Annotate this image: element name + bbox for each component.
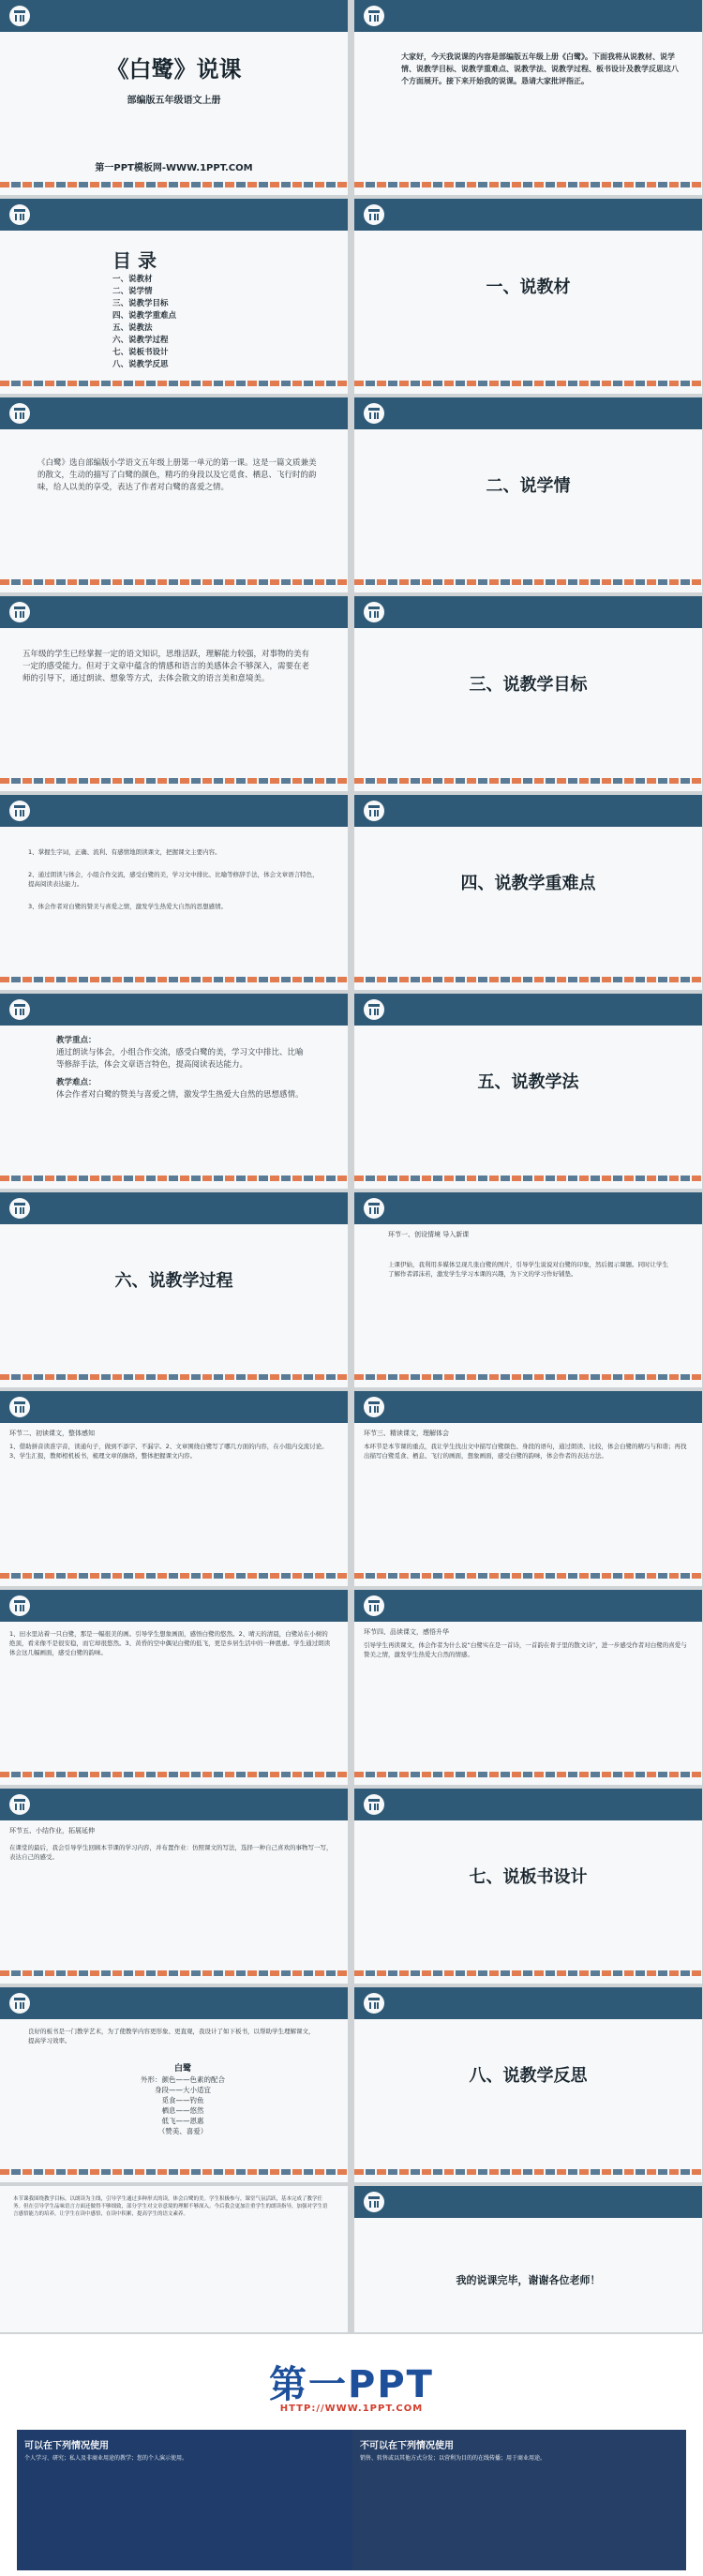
process-step-title: 环节二、初读课文，整体感知 bbox=[9, 1430, 95, 1437]
section-title: 八、说教学反思 bbox=[469, 2066, 588, 2086]
stripe-divider bbox=[0, 182, 348, 187]
slide-ending bbox=[354, 2186, 702, 2332]
building-icon bbox=[364, 1794, 384, 1815]
building-icon bbox=[364, 2192, 384, 2212]
students-text: 五年级的学生已经掌握一定的语文知识，思维活跃，理解能力较强，对事物的美有一定的感受能力。但对于文章中蕴含的情感和语言的美感体会不够深入，需要在老师的引导下，通过朗读、想象等方式，去体会散文的语言美和意境美。 bbox=[22, 650, 310, 683]
slide-header-bar bbox=[0, 1192, 348, 1224]
building-icon bbox=[9, 204, 30, 225]
building-icon bbox=[364, 1397, 384, 1417]
slide-header-bar bbox=[354, 199, 702, 231]
promo-allowed-text: 个人学习、研究；私人及非商业用途的教学；您的个人演示使用。 bbox=[24, 2455, 188, 2462]
building-icon bbox=[9, 602, 30, 622]
stripe-divider bbox=[0, 381, 348, 386]
section-title: 四、说教学重难点 bbox=[460, 874, 596, 893]
slide-keypoints bbox=[0, 994, 348, 1189]
building-icon bbox=[364, 1198, 384, 1219]
promo-forbidden-title: 不可以在下列情况使用 bbox=[360, 2441, 454, 2451]
process-step-title: 环节一、创设情境 导入新课 bbox=[388, 1231, 470, 1238]
promo-panel-allowed bbox=[17, 2430, 352, 2570]
building-icon bbox=[9, 1993, 30, 2014]
stripe-divider bbox=[0, 579, 348, 585]
slide-students bbox=[0, 596, 348, 791]
section-title: 一、说教材 bbox=[486, 277, 571, 297]
board-line: （赞美、喜爱） bbox=[157, 2127, 208, 2135]
stripe-divider bbox=[0, 1970, 348, 1976]
building-icon bbox=[9, 403, 30, 424]
board-line: 低飞——恩惠 bbox=[161, 2117, 204, 2125]
stripe-divider bbox=[0, 1772, 348, 1777]
goal-item: 1、掌握生字词，正确、流利、有感情地朗读课文，把握课文主要内容。 bbox=[28, 848, 221, 856]
building-icon bbox=[364, 1595, 384, 1616]
section-title: 二、说学情 bbox=[486, 476, 571, 496]
toc-item: 八、说教学反思 bbox=[112, 360, 169, 369]
slide-header-bar bbox=[354, 2186, 702, 2218]
slide-process-5 bbox=[354, 1590, 702, 1785]
slide-header-bar bbox=[354, 1789, 702, 1820]
toc-title: 目 录 bbox=[112, 249, 157, 272]
stripe-divider bbox=[354, 1573, 702, 1579]
stripe-divider bbox=[0, 778, 348, 784]
slide-section-6 bbox=[0, 1192, 348, 1387]
toc-item: 六、说教学过程 bbox=[112, 336, 169, 345]
stripe-divider bbox=[0, 1374, 348, 1380]
building-icon bbox=[364, 602, 384, 622]
process-step-text: 1、田水里站着一只白鹭，那是一幅很美的画。引导学生想象画面，感悟白鹭的悠然。2、晴天的清晨，白鹭站在小树的绝顶，看来像不是很安稳，而它却很悠然。3、黄昏的空中偶见白鹭的低飞，更是乡居生活中的一种恩惠。学生通过朗读体会这几幅画面，感受白鹭的韵味。 bbox=[9, 1630, 331, 1656]
slide-header-bar bbox=[354, 1590, 702, 1622]
slide-process-1 bbox=[354, 1192, 702, 1387]
slide-header-bar bbox=[0, 1590, 348, 1622]
hard-label: 教学难点： bbox=[56, 1078, 97, 1087]
slide-header-bar bbox=[354, 994, 702, 1026]
board-line: 栖息——悠然 bbox=[161, 2106, 204, 2115]
section-title: 五、说教学法 bbox=[477, 1072, 579, 1092]
stripe-divider bbox=[354, 1374, 702, 1380]
toc-item: 七、说板书设计 bbox=[112, 348, 169, 357]
key-text: 通过朗读与体会，小组合作交流，感受白鹭的美，学习文中排比、比喻等修辞手法，体会文章语言特色，提高阅读表达能力。 bbox=[56, 1048, 304, 1070]
promo-panel-forbidden bbox=[352, 2430, 686, 2570]
slide-header-bar bbox=[354, 596, 702, 628]
board-title: 白鹭 bbox=[173, 2064, 191, 2074]
slide-header-bar bbox=[0, 1987, 348, 2019]
section-title: 三、说教学目标 bbox=[469, 675, 588, 695]
stripe-divider bbox=[354, 1772, 702, 1777]
goal-item: 3、体会作者对白鹭的赞美与喜爱之情，激发学生热爱大自然的思想感情。 bbox=[28, 903, 228, 910]
slide-header-bar bbox=[354, 1987, 702, 2019]
process-step-text: 上课伊始，我利用多媒体呈现几张白鹭的图片，引导学生说说对白鹭的印象，然后揭示课题。同时让学生了解作者郭沫若，激发学生学习本课的兴趣，为下文的学习作好铺垫。 bbox=[388, 1261, 668, 1278]
stripe-divider bbox=[0, 1176, 348, 1181]
slide-section-3 bbox=[354, 596, 702, 791]
toc-item: 四、说教学重难点 bbox=[112, 311, 177, 321]
slide-header-bar bbox=[0, 795, 348, 827]
stripe-divider bbox=[354, 579, 702, 585]
slide-header-bar bbox=[354, 1192, 702, 1224]
stripe-divider bbox=[354, 2169, 702, 2175]
board-line: 身段——大小适宜 bbox=[155, 2086, 211, 2094]
board-intro: 良好的板书是一门教学艺术，为了使教学内容更形象、更直观，我设计了如下板书，以帮助学生理解课文，提高学习效率。 bbox=[28, 2028, 315, 2044]
stripe-divider bbox=[0, 977, 348, 982]
process-step-title: 环节五、小结作业，拓展延伸 bbox=[9, 1827, 95, 1835]
slide-header-bar bbox=[354, 795, 702, 827]
reflection-text: 本节课我围绕教学目标，以朗读为主线，引导学生通过多种形式的读，体会白鹭的美。学生积极参与，课堂气氛活跃，基本完成了教学任务。但在引导学生品味语言方面还做得不够细致，部分学生对文章意境的理解不够深入。今后我会更加注重学生的朗读指导，加强对学生语言感悟能力的培养，让学生在读中感悟，在读中积累，提高学生的语文素养。 bbox=[13, 2196, 328, 2217]
slide-toc bbox=[0, 199, 348, 394]
stripe-divider bbox=[354, 1970, 702, 1976]
process-step-text: 本环节是本节课的重点，我让学生找出文中描写白鹭颜色、身段的语句，通过朗读、比较，体会白鹭的精巧与和谐；再找出描写白鹭觅食、栖息、飞行的画面，想象画面，感受白鹭的韵味，体会作者的表达方法。 bbox=[364, 1443, 687, 1460]
process-step-text: 1、借助拼音读准字音，读通句子，做到不添字、不漏字。2、文章围绕白鹭写了哪几方面的内容，在小组内交流讨论。3、学生汇报，教师相机板书，梳理文章的脉络，整体把握课文内容。 bbox=[9, 1443, 328, 1460]
process-step-text: 引导学生再读课文，体会作者为什么说“白鹭实在是一首诗，一首韵在骨子里的散文诗”，进一步感受作者对白鹭的喜爱与赞美之情，激发学生热爱大自然的情感。 bbox=[364, 1641, 687, 1658]
slide-process-4 bbox=[0, 1590, 348, 1785]
building-icon bbox=[9, 6, 30, 26]
slide-section-5 bbox=[354, 994, 702, 1189]
cover-template: 第一PPT模板网-WWW.1PPT.COM bbox=[95, 163, 253, 173]
slide-header-bar bbox=[354, 0, 702, 32]
slide-header-bar bbox=[0, 596, 348, 628]
building-icon bbox=[364, 801, 384, 821]
section-title: 七、说板书设计 bbox=[469, 1867, 588, 1887]
building-icon bbox=[364, 1993, 384, 2014]
promo-logo: 第一PPT bbox=[269, 2363, 434, 2406]
slide-intro bbox=[354, 0, 702, 195]
slide-section-1 bbox=[354, 199, 702, 394]
slide-header-bar bbox=[0, 397, 348, 429]
section-title: 六、说教学过程 bbox=[114, 1271, 233, 1291]
goals-list bbox=[28, 847, 319, 911]
process-step-title: 环节四、品读课文，感悟升华 bbox=[364, 1628, 449, 1636]
promo-allowed-title: 可以在下列情况使用 bbox=[24, 2441, 109, 2451]
stripe-divider bbox=[354, 977, 702, 982]
cover-title: 《白鹭》说课 bbox=[106, 56, 242, 82]
toc-item: 二、说学情 bbox=[112, 287, 153, 296]
intro-text: 大家好，今天我说课的内容是部编版五年级上册《白鹭》。下面我将从说教材、说学情、说教学目标、说教学重难点、说教学法、说教学过程、板书设计及教学反思这八个方面展开。接下来开始我的说课。恳请大家批评指正。 bbox=[401, 52, 679, 85]
toc-item: 五、说教法 bbox=[112, 323, 153, 333]
building-icon bbox=[9, 999, 30, 1020]
ending-text: 我的说课完毕，谢谢各位老师！ bbox=[456, 2274, 601, 2286]
building-icon bbox=[9, 1794, 30, 1815]
slide-section-8 bbox=[354, 1987, 702, 2182]
slide-process-3 bbox=[354, 1391, 702, 1586]
building-icon bbox=[9, 801, 30, 821]
goal-item: 2、通过朗读与体会，小组合作交流，感受白鹭的美，学习文中排比、比喻等修辞手法，体会文章语言特色，提高阅读表达能力。 bbox=[28, 871, 319, 888]
building-icon bbox=[364, 999, 384, 1020]
slide-goals bbox=[0, 795, 348, 990]
slide-section-4 bbox=[354, 795, 702, 990]
board-content bbox=[141, 2064, 225, 2136]
slide-cover bbox=[0, 0, 348, 195]
stripe-divider bbox=[0, 1573, 348, 1579]
stripe-divider bbox=[0, 2169, 348, 2175]
toc-item: 一、说教材 bbox=[112, 275, 153, 284]
slide-board bbox=[0, 1987, 348, 2182]
slide-header-bar bbox=[0, 1789, 348, 1820]
toc-list bbox=[112, 274, 176, 371]
process-step-text: 在课堂的最后，我会引导学生回顾本节课的学习内容，并布置作业：仿照课文的写法，选择一种自己喜欢的事物写一写，表达自己的感受。 bbox=[9, 1844, 333, 1861]
stripe-divider bbox=[354, 778, 702, 784]
promo-forbidden-text: 销售、转售或以其他方式分发；以营利为目的的在线传播；用于商业用途。 bbox=[360, 2455, 546, 2462]
slide-material bbox=[0, 397, 348, 592]
slide-section-7 bbox=[354, 1789, 702, 1984]
board-line: 外形：颜色——色素的配合 bbox=[141, 2075, 225, 2084]
material-text: 《白鹭》选自部编版小学语文五年级上册第一单元的第一课。这是一篇文质兼美的散文，生动的描写了白鹭的颜色，精巧的身段以及它觅食、栖息、飞行时的韵味，给人以美的享受，表达了作者对白鹭的喜爱之情。 bbox=[37, 458, 317, 492]
slide-header-bar bbox=[0, 1391, 348, 1423]
stripe-divider bbox=[354, 182, 702, 187]
slide-section-2 bbox=[354, 397, 702, 592]
process-step-title: 环节三、精读课文，理解体会 bbox=[364, 1430, 449, 1437]
key-label: 教学重点： bbox=[56, 1036, 97, 1045]
promo-url[interactable]: HTTP://WWW.1PPT.COM bbox=[279, 2404, 424, 2414]
cover-subtitle: 部编版五年级语文上册 bbox=[127, 96, 221, 106]
slide-header-bar bbox=[354, 1391, 702, 1423]
board-line: 觅食——钓鱼 bbox=[161, 2096, 204, 2104]
slide-header-bar bbox=[0, 199, 348, 231]
slide-header-bar bbox=[0, 994, 348, 1026]
building-icon bbox=[364, 204, 384, 225]
building-icon bbox=[364, 6, 384, 26]
slide-header-bar bbox=[0, 0, 348, 32]
slide-process-6 bbox=[0, 1789, 348, 1984]
slide-reflection bbox=[0, 2186, 348, 2332]
slide-header-bar bbox=[354, 397, 702, 429]
building-icon bbox=[364, 403, 384, 424]
toc-item: 三、说教学目标 bbox=[112, 299, 169, 308]
building-icon bbox=[9, 1397, 30, 1417]
slide-process-2 bbox=[0, 1391, 348, 1586]
promo-footer bbox=[0, 2334, 703, 2576]
keypoints-block bbox=[56, 1035, 309, 1101]
stripe-divider bbox=[354, 1176, 702, 1181]
stripe-divider bbox=[354, 381, 702, 386]
building-icon bbox=[9, 1595, 30, 1616]
building-icon bbox=[9, 1198, 30, 1219]
hard-text: 体会作者对白鹭的赞美与喜爱之情，激发学生热爱大自然的思想感情。 bbox=[56, 1090, 304, 1100]
